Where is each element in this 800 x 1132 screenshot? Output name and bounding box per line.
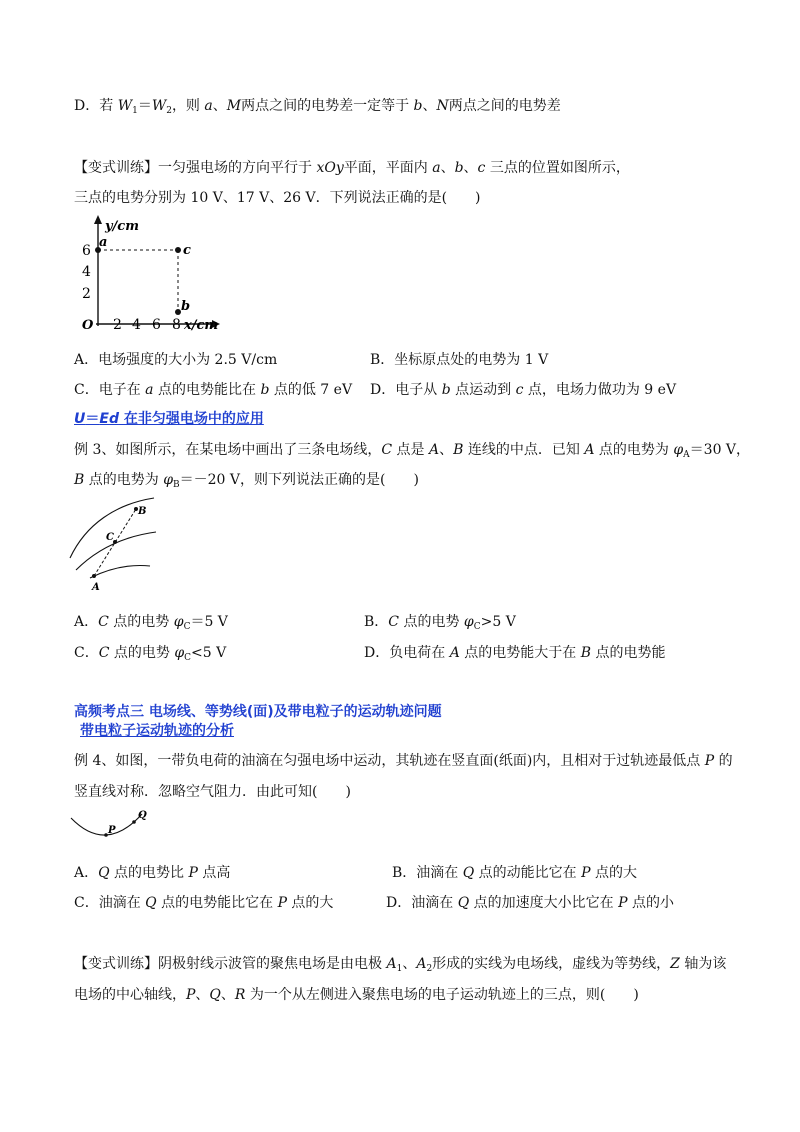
var-phi: φ [673,442,684,458]
subscript: 1 [132,106,138,116]
subscript: B [173,480,180,490]
label-c: C [106,532,114,543]
var-b: b [413,98,423,114]
text: 点的电势能大于在 [459,645,581,661]
text: 点的电势 [108,614,174,630]
text: 点，电场力做功为 9 eV [523,382,677,398]
point-q [132,820,136,824]
text: A． [74,865,99,881]
text: 点的电势 [399,614,464,630]
example3-option-d [364,643,665,663]
variant1-line2: 三点的电势分别为 10 V、17 V、26 V．下列说法正确的是( ) [74,190,481,206]
text: 电场的中心轴线， [74,987,186,1003]
example3-option-b [364,612,516,637]
text: 、 [212,98,227,114]
variant1-option-d [370,380,676,400]
y-tick-4: 4 [82,264,91,280]
text: 三点的位置如图所示， [485,160,630,176]
text: 轴为该 [679,956,727,972]
text: 连线的中点．已知 [463,442,585,458]
y-axis-arrow [94,215,102,224]
field-line-bottom [90,566,150,579]
var-phi: φ [163,472,174,488]
var-a: A [416,956,427,972]
var-w: W [117,98,133,114]
text: ，则 [171,98,205,114]
var-c: C [98,614,109,630]
text: 、 [463,160,478,176]
example4-option-d [386,893,674,913]
text: 、 [439,442,454,458]
example3-option-a [74,612,228,637]
text: C．电子在 [74,382,146,398]
text: D．油滴在 [386,895,458,911]
text: >5 V [480,614,516,630]
text: A． [74,614,99,630]
prev-question-option-d [74,96,561,121]
field-line-middle [76,532,156,570]
text: D．若 [74,98,118,114]
var-xoy: xOy [316,160,344,176]
text: 【变式训练】阴极射线示波管的聚焦电场是由电极 [74,956,387,972]
variant1-line1 [74,158,630,178]
var-a: A [584,442,595,458]
text: 点是 [392,442,429,458]
text: 点的小 [627,895,674,911]
point-a [92,574,96,578]
subscript: 1 [396,964,403,974]
text: ＝ [85,411,100,427]
text: 点高 [197,865,231,881]
text: D．负电荷在 [364,645,450,661]
example4-line1 [74,751,733,771]
y-tick-6: 6 [82,243,91,259]
text: 点的电势为 [594,442,674,458]
subscript: C [183,622,191,632]
text: 点的电势能比在 [153,382,261,398]
example4-option-b [392,863,637,883]
trajectory-figure [68,806,168,850]
label-a: a [99,235,108,250]
var-p: P [188,865,198,881]
text: 、 [440,160,455,176]
example4-line2: 竖直线对称．忽略空气阻力．由此可知( ) [74,784,351,800]
var-phi: φ [173,614,184,630]
var-u: U [74,411,86,427]
text: 、 [195,987,210,1003]
subscript: C [473,622,481,632]
text: D．电子从 [370,382,442,398]
text: 、 [422,98,437,114]
var-p: P [581,865,591,881]
var-w: W [151,98,167,114]
var-c: c [477,160,486,176]
var-a: A [386,956,397,972]
field-lines-figure [66,494,166,596]
text: 两点之间的电势差一定等于 [241,98,414,114]
var-q: Q [145,895,157,911]
text: 点的低 7 eV [269,382,353,398]
section-heading-ued [74,409,264,429]
label-b: b [181,299,191,314]
var-p: P [277,895,287,911]
subsection-heading: 带电粒子运动轨迹的分析 [80,723,234,739]
var-b: b [441,382,451,398]
var-m: M [226,98,242,114]
var-q: Q [462,865,475,881]
var-b: B [74,472,85,488]
example4-option-c [74,893,333,913]
text: 点的加速度大小比它在 [469,895,619,911]
text: 点的电势为 [84,472,164,488]
var-b: b [454,160,464,176]
text: 为一个从左侧进入聚焦电场的电子运动轨迹上的三点，则( ) [245,987,639,1003]
var-c: C [381,442,393,458]
point-c [175,247,181,253]
label-a: A [92,582,100,593]
var-p: P [618,895,628,911]
text: 点的电势能 [591,645,666,661]
example4-option-a [74,863,230,883]
trajectory-curve [71,814,142,835]
example3-line1 [74,440,750,465]
var-a: a [432,160,441,176]
label-q: Q [138,810,147,821]
var-r: R [234,987,246,1003]
var-a: a [204,98,213,114]
y-axis-label: y/cm [105,219,139,234]
var-a: a [145,382,154,398]
text: 点的大 [286,895,334,911]
example3-line2 [74,470,419,495]
variant1-option-b: B．坐标原点处的电势为 1 V [370,352,549,368]
text: 点的电势 [109,645,175,661]
y-tick-2: 2 [82,286,91,302]
text: 、 [402,956,417,972]
text: 两点之间的电势差 [448,98,561,114]
var-c: C [388,614,400,630]
text: 点的大 [590,865,638,881]
var-q: Q [457,895,470,911]
text: <5 V [191,645,227,661]
text: 形成的实线为电场线，虚线为等势线， [432,956,671,972]
var-p: P [704,753,715,769]
text: C． [74,645,99,661]
text: 的 [714,753,733,769]
subscript: 2 [426,964,433,974]
var-z: Z [670,956,680,972]
text: C．油滴在 [74,895,146,911]
var-b: b [260,382,270,398]
var-phi: φ [174,645,185,661]
variant1-option-a: A．电场强度的大小为 2.5 V/cm [74,352,278,368]
text: ＝ [137,98,152,114]
x-axis-label: x/cm [184,318,219,333]
text: 点运动到 [450,382,516,398]
var-a: A [428,442,440,458]
label-c: c [183,243,191,258]
var-n: N [436,98,449,114]
text: B．油滴在 [392,865,463,881]
section-heading-3: 高频考点三 电场线、等势线(面)及带电粒子的运动轨迹问题 [74,704,442,720]
x-tick-6: 6 [152,317,161,333]
var-c: C [98,645,110,661]
x-tick-8: 8 [172,317,181,333]
text: ＝－20 V，则下列说法正确的是( ) [179,472,419,488]
x-tick-4: 4 [132,317,141,333]
text: 点的动能比它在 [474,865,582,881]
var-p: P [186,987,196,1003]
var-phi: φ [463,614,474,630]
variant2-line1 [74,954,726,979]
var-c: c [515,382,524,398]
variant1-option-c [74,380,352,400]
label-p: P [108,825,116,836]
var-b: B [453,442,464,458]
text: 【变式训练】一匀强电场的方向平行于 [74,160,317,176]
var-q: Q [209,987,221,1003]
var-ed: Ed [99,411,119,427]
coordinate-figure [68,212,238,334]
text: 例 4、如图，一带负电荷的油滴在匀强电场中运动，其轨迹在竖直面(纸面)内，且相对于过轨迹最低点 [74,753,705,769]
variant2-line2 [74,985,639,1005]
text: ＝30 V， [689,442,751,458]
var-q: Q [98,865,110,881]
text: B． [364,614,389,630]
subscript: A [683,450,690,460]
var-b: B [580,645,592,661]
x-tick-2: 2 [113,317,122,333]
subscript: C [184,653,192,663]
example3-option-c [74,643,226,668]
var-a: A [449,645,460,661]
text: 点的电势能比它在 [156,895,278,911]
text: 平面，平面内 [343,160,433,176]
text: ＝5 V [190,614,228,630]
text: 、 [220,987,235,1003]
origin-label: O [82,318,94,333]
label-b: B [138,506,147,517]
text: 在非匀强电场中的应用 [118,411,264,427]
text: 例 3、如图所示，在某电场中画出了三条电场线， [74,442,382,458]
text: 点的电势比 [109,865,189,881]
subscript: 2 [166,106,172,116]
